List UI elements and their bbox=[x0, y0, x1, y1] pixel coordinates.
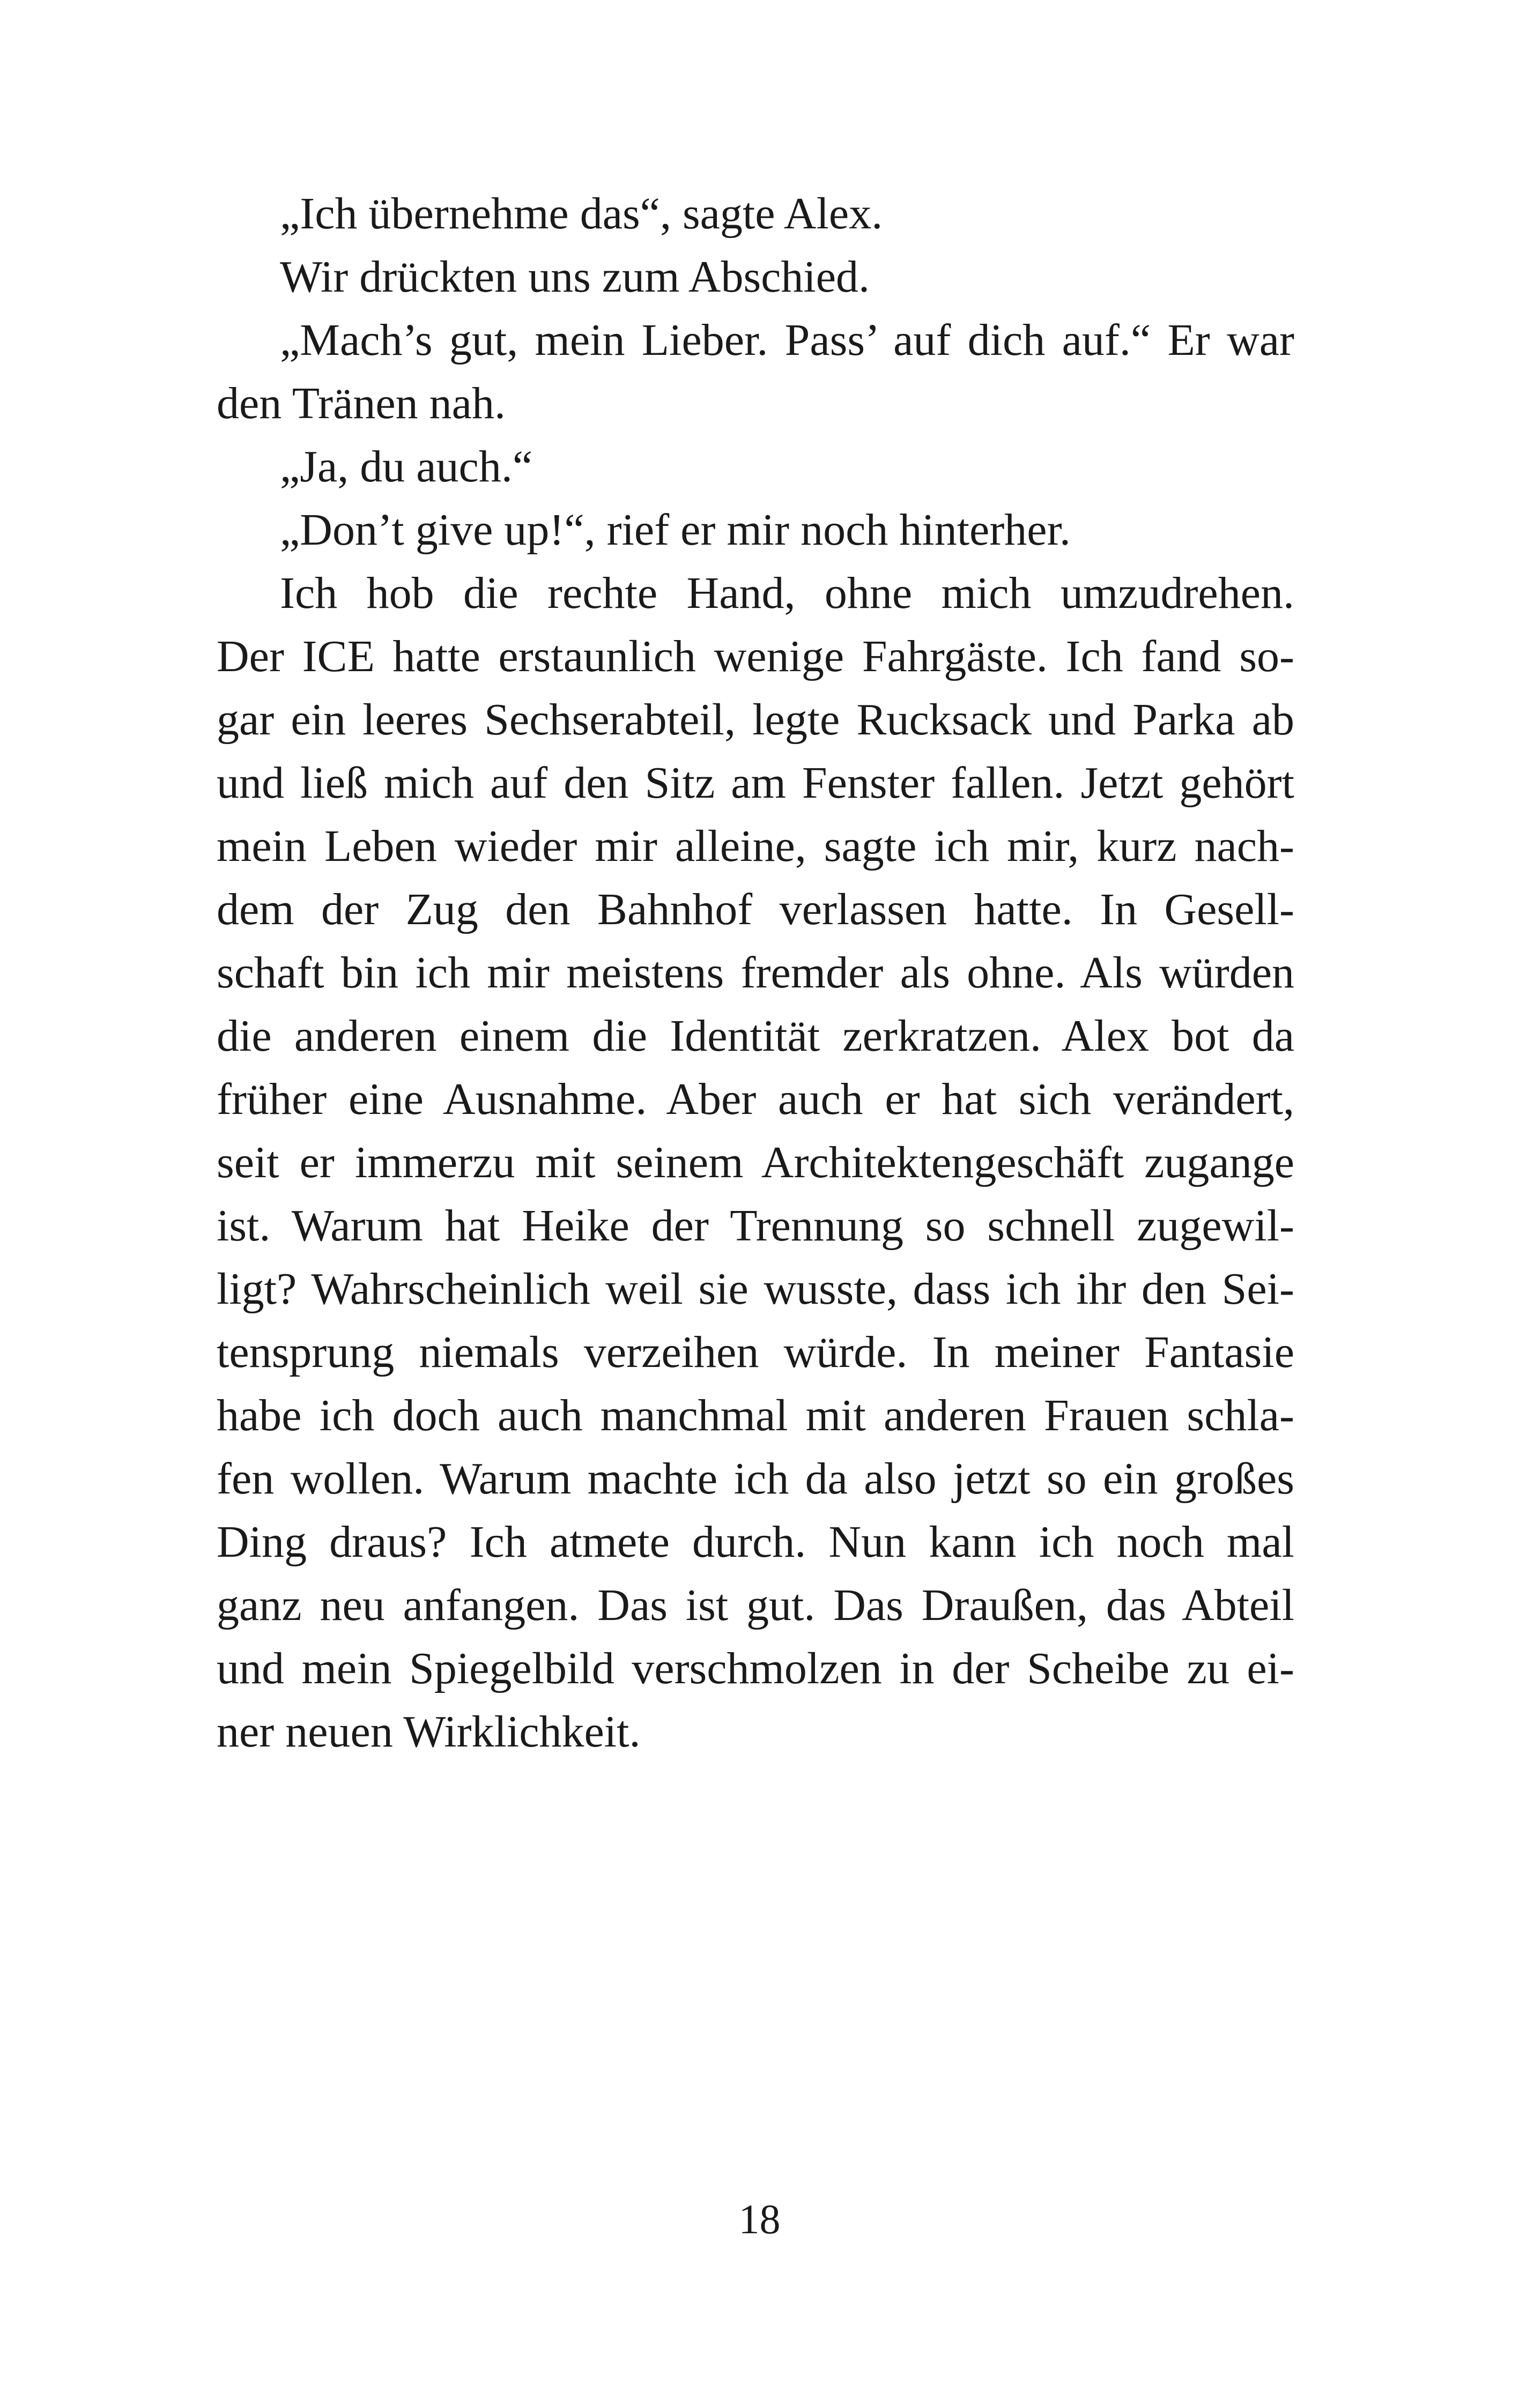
text-line: „Ja, du auch.“ bbox=[280, 442, 533, 492]
text-line: und ließ mich auf den Sitz am Fenster fallen. Jetzt gehört bbox=[217, 758, 1294, 808]
text-line: fen wollen. Warum machte ich da also jetzt so ein großes bbox=[217, 1454, 1294, 1504]
text-line: seit er immerzu mit seinem Architektengeschäft zugange bbox=[217, 1138, 1294, 1187]
body-text bbox=[217, 182, 1294, 1764]
text-line: Wir drückten uns zum Abschied. bbox=[280, 252, 870, 302]
text-line: Ich hob die rechte Hand, ohne mich umzudrehen. bbox=[280, 568, 1294, 618]
text-line: gar ein leeres Sechserabteil, legte Rucksack und Parka ab bbox=[217, 695, 1294, 745]
text-line: den Tränen nah. bbox=[217, 378, 506, 428]
text-line: „Ich übernehme das“, sagte Alex. bbox=[280, 189, 883, 239]
text-line: schaft bin ich mir meistens fremder als ohne. Als würden bbox=[217, 948, 1294, 998]
page-number: 18 bbox=[738, 2196, 781, 2242]
text-line: „Don’t give up!“, rief er mir noch hinterher. bbox=[280, 505, 1071, 555]
text-line: ganz neu anfangen. Das ist gut. Das Draußen, das Abteil bbox=[217, 1580, 1294, 1630]
text-line: die anderen einem die Identität zerkratzen. Alex bot da bbox=[217, 1011, 1294, 1061]
text-line: Ding draus? Ich atmete durch. Nun kann ich noch mal bbox=[217, 1517, 1294, 1567]
text-line: früher eine Ausnahme. Aber auch er hat sich verändert, bbox=[217, 1074, 1294, 1124]
text-line: ist. Warum hat Heike der Trennung so schnell zugewil- bbox=[217, 1201, 1294, 1251]
text-line: und mein Spiegelbild verschmolzen in der Scheibe zu ei- bbox=[217, 1644, 1294, 1693]
text-line: habe ich doch auch manchmal mit anderen Frauen schla- bbox=[217, 1391, 1294, 1440]
text-line: „Mach’s gut, mein Lieber. Pass’ auf dich auf.“ Er war bbox=[280, 315, 1294, 365]
text-line: Der ICE hatte erstaunlich wenige Fahrgäste. Ich fand so- bbox=[217, 631, 1294, 681]
text-line: dem der Zug den Bahnhof verlassen hatte. In Gesell- bbox=[217, 885, 1294, 934]
text-line: ner neuen Wirklichkeit. bbox=[217, 1707, 641, 1757]
text-line: ligt? Wahrscheinlich weil sie wusste, dass ich ihr den Sei- bbox=[217, 1264, 1294, 1314]
text-line: mein Leben wieder mir alleine, sagte ich mir, kurz nach- bbox=[217, 821, 1294, 871]
text-line: tensprung niemals verzeihen würde. In meiner Fantasie bbox=[217, 1327, 1294, 1377]
